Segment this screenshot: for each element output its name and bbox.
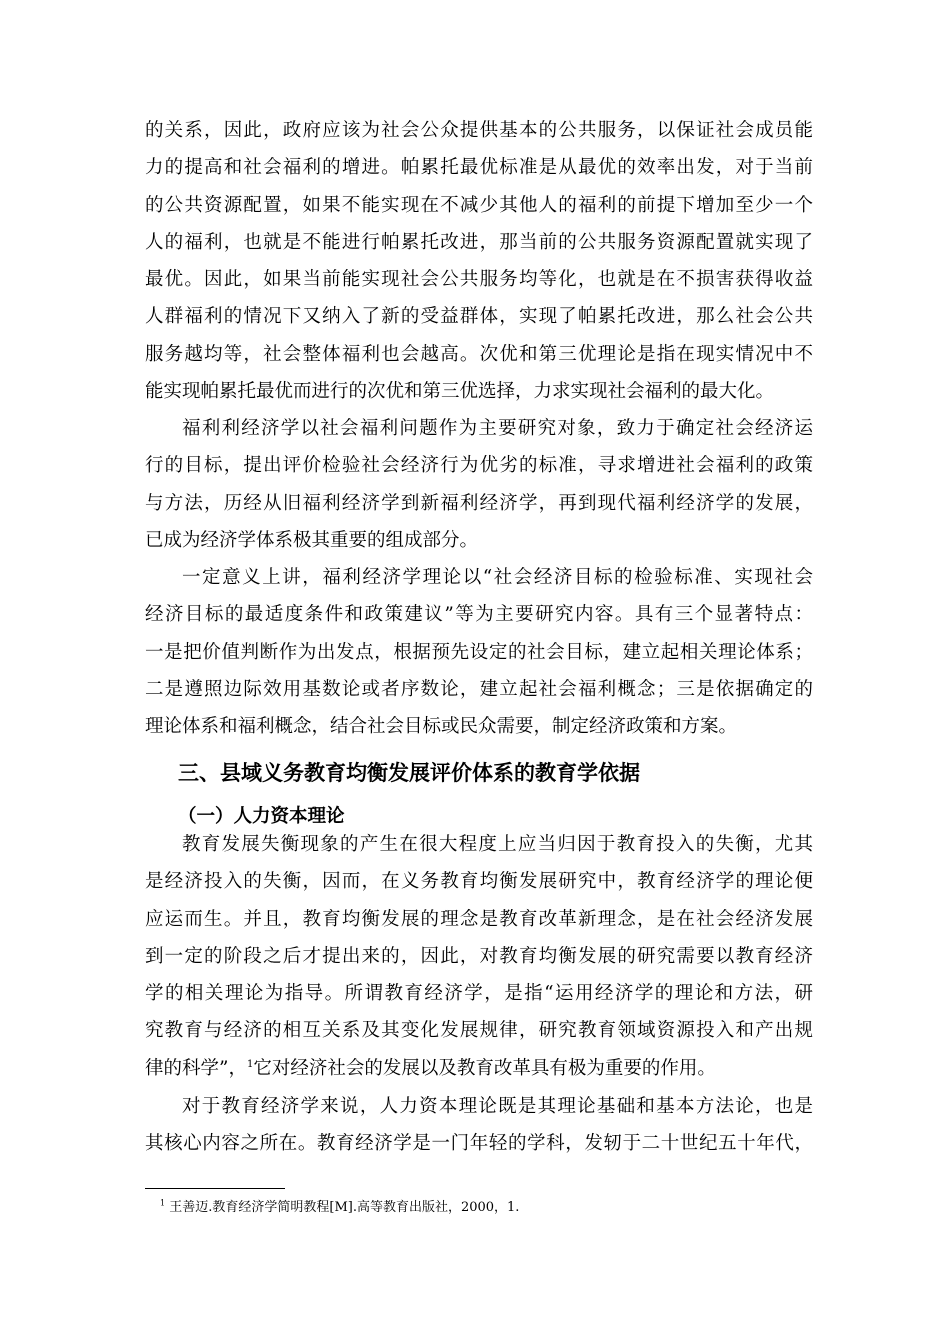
subsection-heading: （一）人力资本理论 [178, 806, 345, 827]
text-line: 二是遵照边际效用基数论或者序数论，建立起社会福利概念；三是依据确定的 [145, 678, 813, 700]
text-line: 力的提高和社会福利的增进。帕累托最优标准是从最优的效率出发，对于当前 [145, 157, 813, 179]
text-line: 理论体系和福利概念，结合社会目标或民众需要，制定经济政策和方案。 [145, 716, 738, 738]
text-line: 福利利经济学以社会福利问题作为主要研究对象，致力于确定社会经济运 [182, 418, 813, 439]
text-line [145, 1050, 813, 1087]
text-line: 服务越均等，社会整体福利也会越高。次优和第三优理论是指在现实情况中不 [145, 343, 813, 365]
paragraph-welfare-economics [145, 410, 813, 559]
text-line: 已成为经济学体系极其重要的组成部分。 [145, 529, 479, 551]
paragraph-education-economics [145, 826, 813, 1087]
paragraph-welfare-features [145, 559, 813, 745]
text-line: 其核心内容之所在。教育经济学是一门年轻的学科，发轫于二十世纪五十年代， [145, 1133, 813, 1155]
footnote [160, 1196, 519, 1215]
text-line: 是经济投入的失衡，因而，在义务教育均衡发展研究中，教育经济学的理论便 [145, 871, 813, 893]
footnote-divider [145, 1188, 285, 1189]
footnote-reference[interactable]: 1 [246, 1058, 254, 1070]
text-line: 一是把价值判断作为出发点，根据预先设定的社会目标，建立起相关理论体系； [145, 641, 813, 663]
paragraph-pareto [145, 112, 813, 410]
section-heading: 三、县域义务教育均衡发展评价体系的教育学依据 [178, 761, 640, 785]
text-line: 行的目标，提出评价检验社会经济行为优劣的标准，寻求增进社会福利的政策 [145, 455, 813, 477]
text-line: 的关系，因此，政府应该为社会公众提供基本的公共服务，以保证社会成员能 [145, 120, 813, 141]
text-line: 人群福利的情况下又纳入了新的受益群体，实现了帕累托改进，那么社会公共 [145, 306, 813, 328]
text-segment: 律的科学”， [145, 1057, 247, 1079]
text-line: 到一定的阶段之后才提出来的，因此，对教育均衡发展的研究需要以教育经济 [145, 945, 813, 967]
text-line: 与方法，历经从旧福利经济学到新福利经济学，再到现代福利经济学的发展， [145, 492, 813, 514]
text-line: 最优。因此，如果当前能实现社会公共服务均等化，也就是在不损害获得收益 [145, 269, 813, 291]
text-line: 学的相关理论为指导。所谓教育经济学，是指“运用经济学的理论和方法，研 [145, 983, 813, 1005]
text-line: 教育发展失衡现象的产生在很大程度上应当归因于教育投入的失衡，尤其 [182, 834, 813, 855]
text-line: 经济目标的最适度条件和政策建议”等为主要研究内容。具有三个显著特点： [145, 604, 813, 626]
text-line: 对于教育经济学来说，人力资本理论既是其理论基础和基本方法论，也是 [182, 1096, 813, 1117]
text-line: 一定意义上讲，福利经济学理论以“社会经济目标的检验标准、实现社会 [182, 567, 813, 588]
footnote-mark: 1 [160, 1198, 166, 1208]
paragraph-human-capital [145, 1088, 813, 1163]
text-segment: 它对经济社会的发展以及教育改革具有极为重要的作用。 [253, 1057, 716, 1079]
text-line: 究教育与经济的相互关系及其变化发展规律，研究教育领域资源投入和产出规 [145, 1020, 813, 1042]
text-line: 能实现帕累托最优而进行的次优和第三优选择，力求实现社会福利的最大化。 [145, 381, 775, 403]
footnote-text: 王善迈.教育经济学简明教程[M].高等教育出版社，2000，1. [169, 1200, 520, 1215]
text-line: 应运而生。并且，教育均衡发展的理念是教育改革新理念，是在社会经济发展 [145, 908, 813, 930]
text-line: 的公共资源配置，如果不能实现在不减少其他人的福利的前提下增加至少一个 [145, 194, 813, 216]
text-line: 人的福利，也就是不能进行帕累托改进，那当前的公共服务资源配置就实现了 [145, 231, 813, 253]
